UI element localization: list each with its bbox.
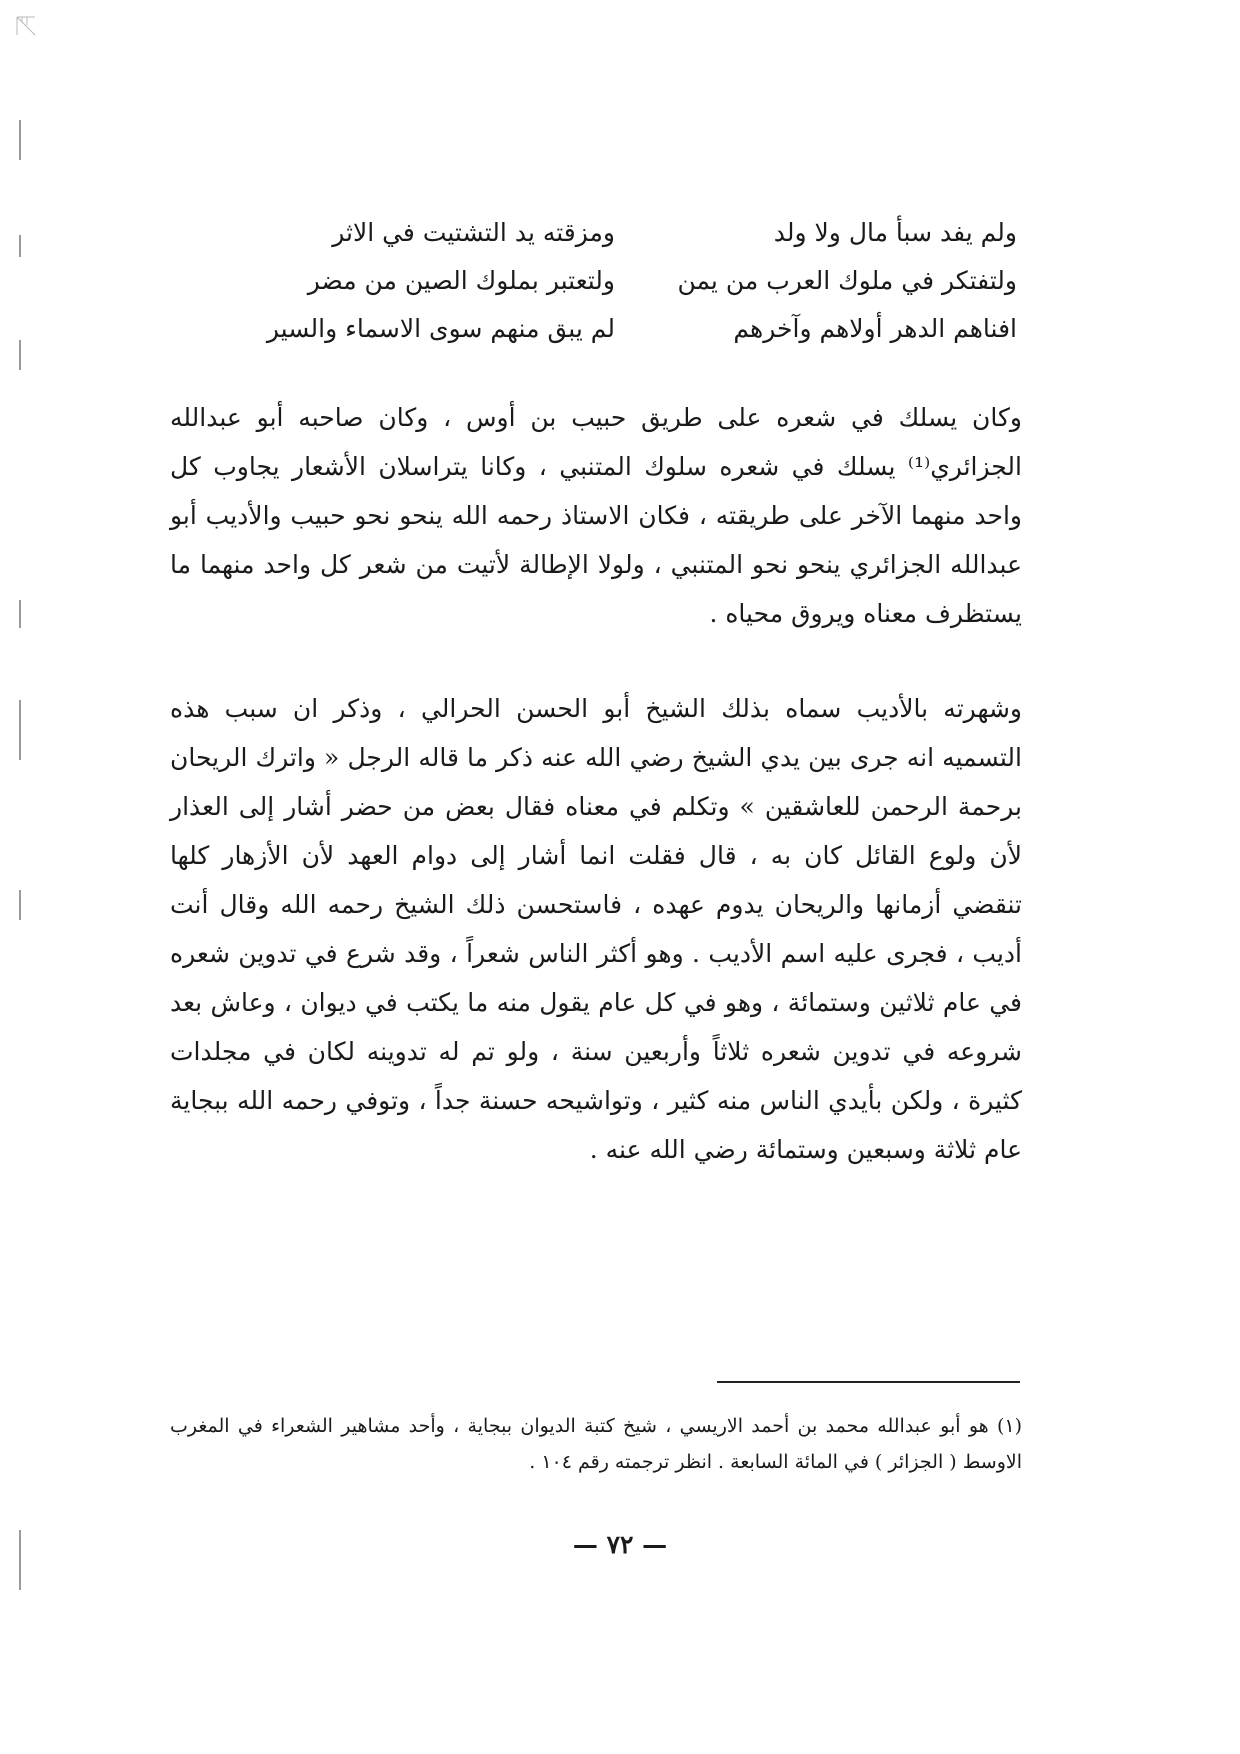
margin-mark: [19, 1530, 21, 1590]
page-number: — ٧٢ —: [572, 1530, 668, 1559]
verse-line: [225, 304, 1017, 352]
margin-mark: [19, 700, 21, 760]
second-hemistich: ولتعتبر بملوك الصين من مضر: [307, 265, 615, 295]
footnote: (١) هو أبو عبدالله محمد بن أحمد الاريسي ، شيخ كتبة الديوان ببجاية ، وأحد مشاهير الشعراء في المغرب الاوسط ( الجزائر ) في المائة السابعة . انظر ترجمته رقم ١٠٤ .: [170, 1415, 1022, 1473]
second-hemistich: لم يبق منهم سوى الاسماء والسير: [266, 313, 615, 343]
verse-line: [225, 208, 1017, 256]
margin-mark: [19, 120, 21, 160]
first-hemistich: ولتفتكر في ملوك العرب من يمن: [677, 265, 1017, 295]
margin-mark: [19, 600, 21, 628]
verse-line: [225, 256, 1017, 304]
poem-block: [225, 208, 1017, 352]
footnote-divider: [717, 1381, 1020, 1383]
first-hemistich: ولم يفد سبأ مال ولا ولد: [773, 217, 1017, 247]
body-paragraph: وكان يسلك في شعره على طريق حبيب بن أوس ، وكان صاحبه أبو عبدالله الجزائري⁽¹⁾ يسلك في شعره سلوك المتنبي ، وكانا يتراسلان الأشعار يجاوب كل واحد منهما الآخر على طريقته ، فكان الاستاذ رحمه الله ينحو نحو حبيب والأديب أبو عبدالله الجزائري ينحو نحو المتنبي ، ولولا الإطالة لأتيت من شعر كل واحد منهما ما يستظرف معناه ويروق محياه .: [170, 403, 1022, 628]
first-hemistich: افناهم الدهر أولاهم وآخرهم: [733, 313, 1017, 343]
second-hemistich: ومزقته يد التشتيت في الاثر: [332, 217, 615, 247]
body-paragraph: وشهرته بالأديب سماه بذلك الشيخ أبو الحسن الحرالي ، وذكر ان سبب هذه التسميه انه جرى بين يدي الشيخ رضي الله عنه ذكر ما قاله الرجل « واترك الريحان برحمة الرحمن للعاشقين » وتكلم في معناه فقال بعض من حضر أشار إلى العذار لأن ولوع القائل كان به ، قال فقلت انما أشار إلى دوام العهد لأن الأزهار كلها تنقضي أزمانها والريحان يدوم عهده ، فاستحسن ذلك الشيخ رحمه الله وقال أنت أديب ، فجرى عليه اسم الأديب . وهو أكثر الناس شعراً ، وقد شرع في تدوين شعره في عام ثلاثين وستمائة ، وهو في كل عام يقول منه ما يكتب في ديوان ، وعاش بعد شروعه في تدوين شعره ثلاثاً وأربعين سنة ، ولو تم له تدوينه لكان في مجلدات كثيرة ، ولكن بأيدي الناس منه كثير ، وتواشيحه حسنة جداً ، وتوفي رحمه الله ببجاية عام ثلاثة وسبعين وستمائة رضي الله عنه .: [170, 694, 1022, 1164]
margin-mark: [19, 235, 21, 257]
margin-mark: [19, 890, 21, 920]
corner-scan-mark: [16, 16, 36, 36]
margin-mark: [19, 340, 21, 370]
